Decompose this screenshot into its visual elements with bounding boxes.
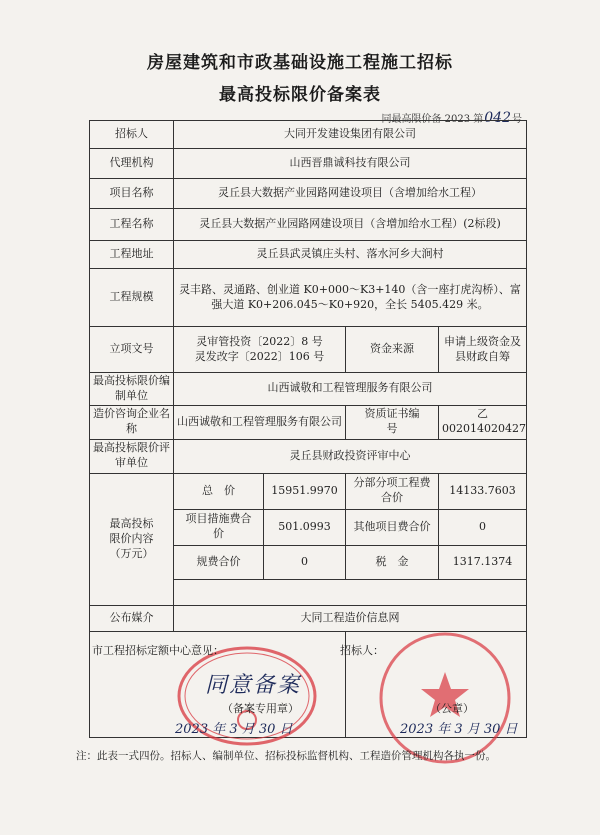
fund-source-label: 资金来源 (346, 327, 439, 373)
total-price-value: 15951.9970 (264, 473, 346, 509)
file-number-suffix: 号 (512, 114, 522, 125)
price-content-label-line1: 最高投标 (109, 516, 154, 530)
sub-item-cost-label: 分部分项工程费合价 (346, 473, 439, 509)
consultant-label: 造价咨询企业名称 (90, 405, 174, 439)
official-seal-caption: （公章） (430, 702, 474, 715)
tenderer-label: 招标人 (90, 121, 174, 149)
compiler-label: 最高投标限价编制单位 (90, 373, 174, 406)
project-name-value: 灵丘县大数据产业园路网建设项目（含增加给水工程） (174, 179, 527, 209)
company-seal-stamp (375, 628, 515, 768)
approval-value (174, 327, 346, 373)
work-name-value: 灵丘县大数据产业园路网建设项目（含增加给水工程）(2标段) (174, 209, 527, 241)
footnote: 注：此表一式四份。招标人、编制单位、招标投标监督机构、工程造价管理机构各执一份。 (76, 750, 496, 762)
cert-number-label: 资质证书编 号 (346, 405, 439, 439)
document-title-line2: 最高投标限价备案表 (219, 85, 381, 105)
scale-label: 工程规模 (90, 269, 174, 327)
reviewer-label: 最高投标限价评审单位 (90, 439, 174, 473)
tax-value: 1317.1374 (439, 545, 527, 579)
total-price-label: 总 价 (174, 473, 264, 509)
fees-value: 0 (264, 545, 346, 579)
row-reviewer (90, 439, 527, 473)
fund-source-value: 申请上级资金及县财政自筹 (439, 327, 527, 373)
address-label: 工程地址 (90, 241, 174, 269)
row-tenderer (90, 121, 527, 149)
document-title-line1: 房屋建筑和市政基础设施工程施工招标 (147, 53, 453, 73)
row-compiler (90, 373, 527, 406)
row-agency (90, 149, 527, 179)
row-address (90, 241, 527, 269)
file-number-prefix: 同最高限价备 2023 第 (381, 114, 484, 125)
media-label: 公布媒介 (90, 605, 174, 631)
cert-number-value: 乙 002014020427 (439, 405, 527, 439)
consultant-value: 山西诚敬和工程管理服务有限公司 (174, 405, 346, 439)
tenderer-sign-date: 2023 年 3 月 30 日 (400, 722, 518, 737)
supervisor-opinion-label: 市工程招标定额中心意见： (92, 644, 224, 657)
other-cost-label: 其他项目费合价 (346, 509, 439, 545)
address-value: 灵丘县武灵镇庄头村、落水河乡大涧村 (174, 241, 527, 269)
file-number-handwritten: 042 (484, 110, 511, 126)
reviewer-value: 灵丘县财政投资评审中心 (174, 439, 527, 473)
tenderer-value: 大同开发建设集团有限公司 (174, 121, 527, 149)
row-price-total (90, 473, 527, 509)
approval-doc-1: 灵审管投资〔2022〕8 号 (196, 334, 323, 348)
fees-label: 规费合价 (174, 545, 264, 579)
agency-value: 山西晋鼎诚科技有限公司 (174, 149, 527, 179)
other-cost-value: 0 (439, 509, 527, 545)
row-approval (90, 327, 527, 373)
compiler-value: 山西诚敬和工程管理服务有限公司 (174, 373, 527, 406)
approval-label: 立项文号 (90, 327, 174, 373)
handwritten-approval: 同意备案 (205, 673, 302, 698)
measure-cost-value: 501.0993 (264, 509, 346, 545)
price-content-label-line2: 限价内容 (109, 531, 154, 545)
sub-item-cost-value: 14133.7603 (439, 473, 527, 509)
filing-seal-caption: （备案专用章） (222, 702, 299, 715)
measure-cost-label: 项目措施费合 价 (174, 509, 264, 545)
filing-date: 2023 年 3 月 30 日 (175, 722, 293, 737)
row-project-name (90, 179, 527, 209)
price-content-label (90, 473, 174, 605)
tax-label: 税 金 (346, 545, 439, 579)
row-scale (90, 269, 527, 327)
agency-label: 代理机构 (90, 149, 174, 179)
approval-doc-2: 灵发改字〔2022〕106 号 (194, 349, 325, 363)
work-name-label: 工程名称 (90, 209, 174, 241)
tenderer-sign-label: 招标人： (340, 644, 384, 657)
price-content-label-line3: （万元） (109, 546, 154, 560)
row-consultant (90, 405, 527, 439)
project-name-label: 项目名称 (90, 179, 174, 209)
media-value: 大同工程造价信息网 (174, 605, 527, 631)
scale-value: 灵丰路、灵通路、创业道 K0+000～K3+140（含一座打虎沟桥）、富强大道 K0+206.045～K0+920，全长 5405.429 米。 (174, 269, 527, 327)
row-work-name (90, 209, 527, 241)
price-blank-cell (174, 579, 527, 605)
